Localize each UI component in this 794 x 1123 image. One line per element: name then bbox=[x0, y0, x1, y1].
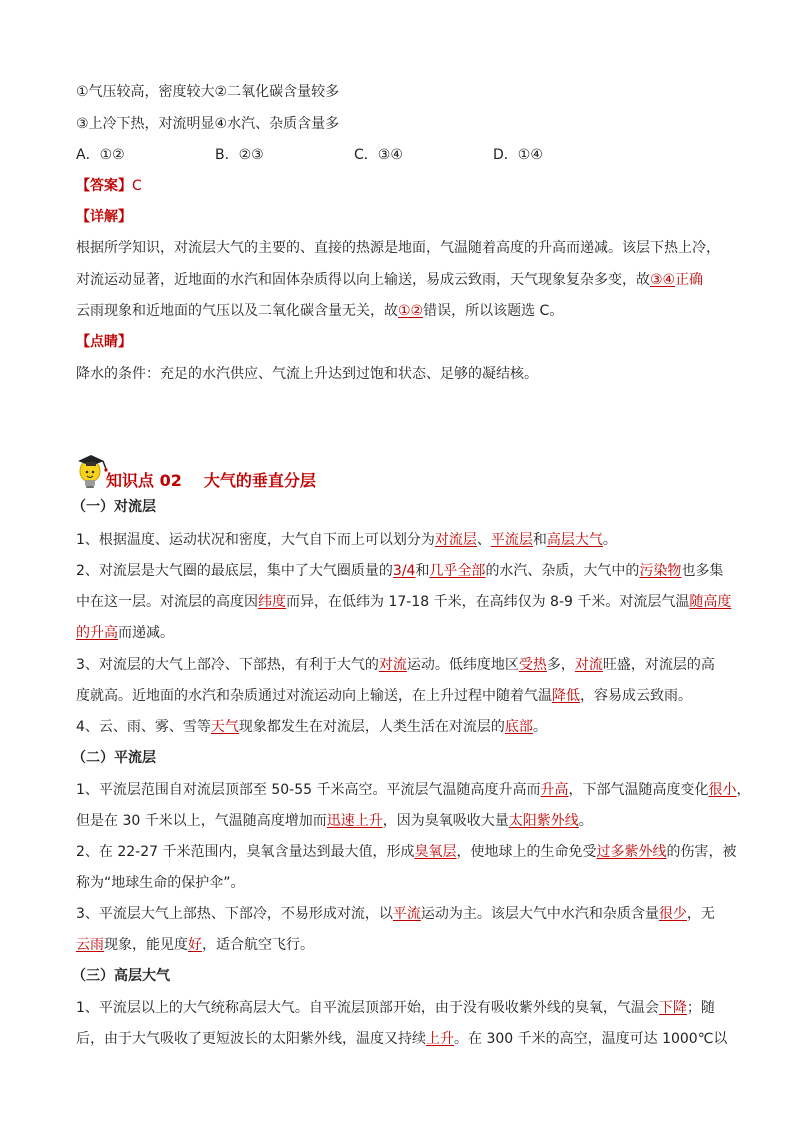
paragraph-line bbox=[76, 592, 731, 612]
paragraph-line bbox=[76, 935, 314, 955]
key-term: 对流 bbox=[378, 657, 407, 673]
detail-highlight: ①② bbox=[398, 303, 424, 319]
section-title bbox=[106, 468, 316, 491]
text: ，无 bbox=[686, 906, 715, 922]
text: 的伤害，被 bbox=[666, 844, 737, 860]
key-term: 升高 bbox=[540, 782, 569, 798]
detail-line-2 bbox=[76, 270, 703, 290]
key-term: 污染物 bbox=[639, 563, 682, 579]
text: 多， bbox=[546, 657, 575, 673]
text: 运动。低纬度地区 bbox=[406, 657, 519, 673]
subsection-title: （一）对流层 bbox=[72, 499, 156, 515]
paragraph-line bbox=[76, 623, 174, 643]
paragraph-line bbox=[76, 842, 737, 862]
key-term: 很少 bbox=[658, 906, 687, 922]
key-term: 对流层 bbox=[434, 532, 477, 548]
key-term: 高层大气 bbox=[546, 532, 603, 548]
subsection-title: （二）平流层 bbox=[72, 750, 156, 766]
key-term: 上升 bbox=[426, 1031, 454, 1047]
text: 。在 300 千米的高空，温度可达 1000℃以 bbox=[454, 1031, 728, 1047]
text: 。 bbox=[532, 719, 547, 735]
paragraph-line bbox=[76, 998, 715, 1018]
text: 度就高。近地面的水汽和杂质通过对流运动向上输送，在上升过程中随着气温 bbox=[76, 688, 552, 704]
key-term: 几乎全部 bbox=[429, 563, 486, 579]
text: 也多集 bbox=[681, 563, 724, 579]
answer-value: C bbox=[132, 178, 142, 194]
text: 3、平流层大气上部热、下部冷，不易形成对流，以 bbox=[76, 906, 393, 922]
section-heading bbox=[76, 452, 776, 492]
key-term: 纬度 bbox=[258, 594, 286, 610]
key-term: 很小 bbox=[708, 782, 737, 798]
paragraph-line bbox=[76, 1029, 727, 1049]
text: 和 bbox=[415, 563, 430, 579]
key-term: 平流层 bbox=[490, 532, 533, 548]
key-term: 好 bbox=[188, 937, 202, 953]
text: 的水汽、杂质，大气中的 bbox=[485, 563, 640, 579]
option-a: A．①② bbox=[76, 147, 125, 163]
paragraph-line bbox=[76, 780, 751, 800]
key-term: 迅速上升 bbox=[326, 813, 383, 829]
text: 中在这一层。对流层的高度因 bbox=[76, 594, 258, 610]
text: 而递减。 bbox=[118, 625, 174, 641]
detail-line-1: 根据所学知识，对流层大气的主要的、直接的热源是地面，气温随着高度的升高而递减。该层下热上冷， bbox=[76, 240, 720, 256]
paragraph-line bbox=[76, 811, 593, 831]
text: 现象，能见度 bbox=[104, 937, 188, 953]
key-term: 太阳紫外线 bbox=[508, 813, 579, 829]
detail-line-3 bbox=[76, 301, 563, 321]
detail-text: 对流运动显著，近地面的水汽和固体杂质得以向上输送，易成云致雨，天气现象复杂多变，故 bbox=[76, 272, 650, 288]
text: 、 bbox=[476, 532, 491, 548]
key-term: 对流 bbox=[574, 657, 603, 673]
question-line-2: ③上冷下热，对流明显④水汽、杂质含量多 bbox=[76, 116, 340, 132]
text: 2、在 22-27 千米范围内，臭氧含量达到最大值，形成 bbox=[76, 844, 415, 860]
text: 。 bbox=[578, 813, 593, 829]
text: 3、对流层的大气上部冷、下部热，有利于大气的 bbox=[76, 657, 379, 673]
key-term: 臭氧层 bbox=[414, 844, 457, 860]
text: 后，由于大气吸收了更短波长的太阳紫外线，温度又持续 bbox=[76, 1031, 426, 1047]
text: 运动为主。该层大气中水汽和杂质含量 bbox=[420, 906, 659, 922]
detail-text: 错误，所以该题选 C。 bbox=[423, 303, 564, 319]
text: 现象都发生在对流层，人类生活在对流层的 bbox=[238, 719, 505, 735]
text: 旺盛，对流层的高 bbox=[602, 657, 715, 673]
option-b: B．②③ bbox=[215, 147, 264, 163]
text: 和 bbox=[532, 532, 547, 548]
paragraph-line bbox=[76, 561, 723, 581]
text: ，容易成云致雨。 bbox=[580, 688, 692, 704]
paragraph-line bbox=[76, 904, 715, 924]
paragraph-line bbox=[76, 530, 617, 550]
text: ；随 bbox=[686, 1000, 715, 1016]
text: 而异，在低纬为 17-18 千米，在高纬仅为 8-9 千米。对流层气温 bbox=[286, 594, 690, 610]
text: 2、对流层是大气圈的最底层，集中了大气圈质量的 bbox=[76, 563, 393, 579]
answer-options bbox=[76, 145, 632, 165]
paragraph-line bbox=[76, 655, 715, 675]
key-term: 平流 bbox=[392, 906, 421, 922]
key-term: 的升高 bbox=[76, 625, 118, 641]
subsection-title: （三）高层大气 bbox=[72, 968, 170, 984]
key-term: 底部 bbox=[504, 719, 533, 735]
text: 4、云、雨、雾、雪等 bbox=[76, 719, 211, 735]
key-term: 过多紫外线 bbox=[596, 844, 667, 860]
key-term: 3/4 bbox=[392, 563, 416, 579]
section-name: 大气的垂直分层 bbox=[203, 471, 316, 490]
paragraph-line bbox=[76, 717, 547, 737]
text: 1、根据温度、运动状况和密度，大气自下而上可以划分为 bbox=[76, 532, 435, 548]
answer-line bbox=[76, 176, 142, 196]
paragraph-line: 称为“地球生命的保护伞”。 bbox=[76, 875, 245, 891]
text: ，因为臭氧吸收大量 bbox=[382, 813, 509, 829]
key-term: 受热 bbox=[518, 657, 547, 673]
text: 。 bbox=[602, 532, 617, 548]
section-number: 知识点 02 bbox=[106, 471, 182, 490]
text: 1、平流层以上的大气统称高层大气。自平流层顶部开始，由于没有吸收紫外线的臭氧，气温会 bbox=[76, 1000, 659, 1016]
answer-label: 【答案】 bbox=[76, 178, 132, 194]
paragraph-line bbox=[76, 686, 692, 706]
detail-text: 云雨现象和近地面的气压以及二氧化碳含量无关，故 bbox=[76, 303, 398, 319]
tip-text: 降水的条件：充足的水汽供应、气流上升达到过饱和状态、足够的凝结核。 bbox=[76, 366, 538, 382]
text: ，使地球上的生命免受 bbox=[456, 844, 597, 860]
scholar-bulb-icon bbox=[76, 452, 110, 490]
option-d: D．①④ bbox=[493, 147, 543, 163]
detail-text: 正确 bbox=[675, 272, 704, 288]
option-c: C．③④ bbox=[354, 147, 403, 163]
key-term: 天气 bbox=[210, 719, 239, 735]
key-term: 云雨 bbox=[76, 937, 104, 953]
text: ， bbox=[736, 782, 751, 798]
tip-label: 【点睛】 bbox=[76, 334, 132, 350]
detail-label: 【详解】 bbox=[76, 209, 132, 225]
question-line-1: ①气压较高，密度较大②二氧化碳含量较多 bbox=[76, 84, 340, 100]
text: 但是在 30 千米以上，气温随高度增加而 bbox=[76, 813, 327, 829]
text: ，下部气温随高度变化 bbox=[568, 782, 709, 798]
detail-highlight: ③④ bbox=[650, 272, 676, 288]
key-term: 下降 bbox=[658, 1000, 687, 1016]
key-term: 降低 bbox=[552, 688, 580, 704]
key-term: 随高度 bbox=[689, 594, 732, 610]
text: ，适合航空飞行。 bbox=[202, 937, 314, 953]
text: 1、平流层范围自对流层顶部至 50-55 千米高空。平流层气温随高度升高而 bbox=[76, 782, 541, 798]
